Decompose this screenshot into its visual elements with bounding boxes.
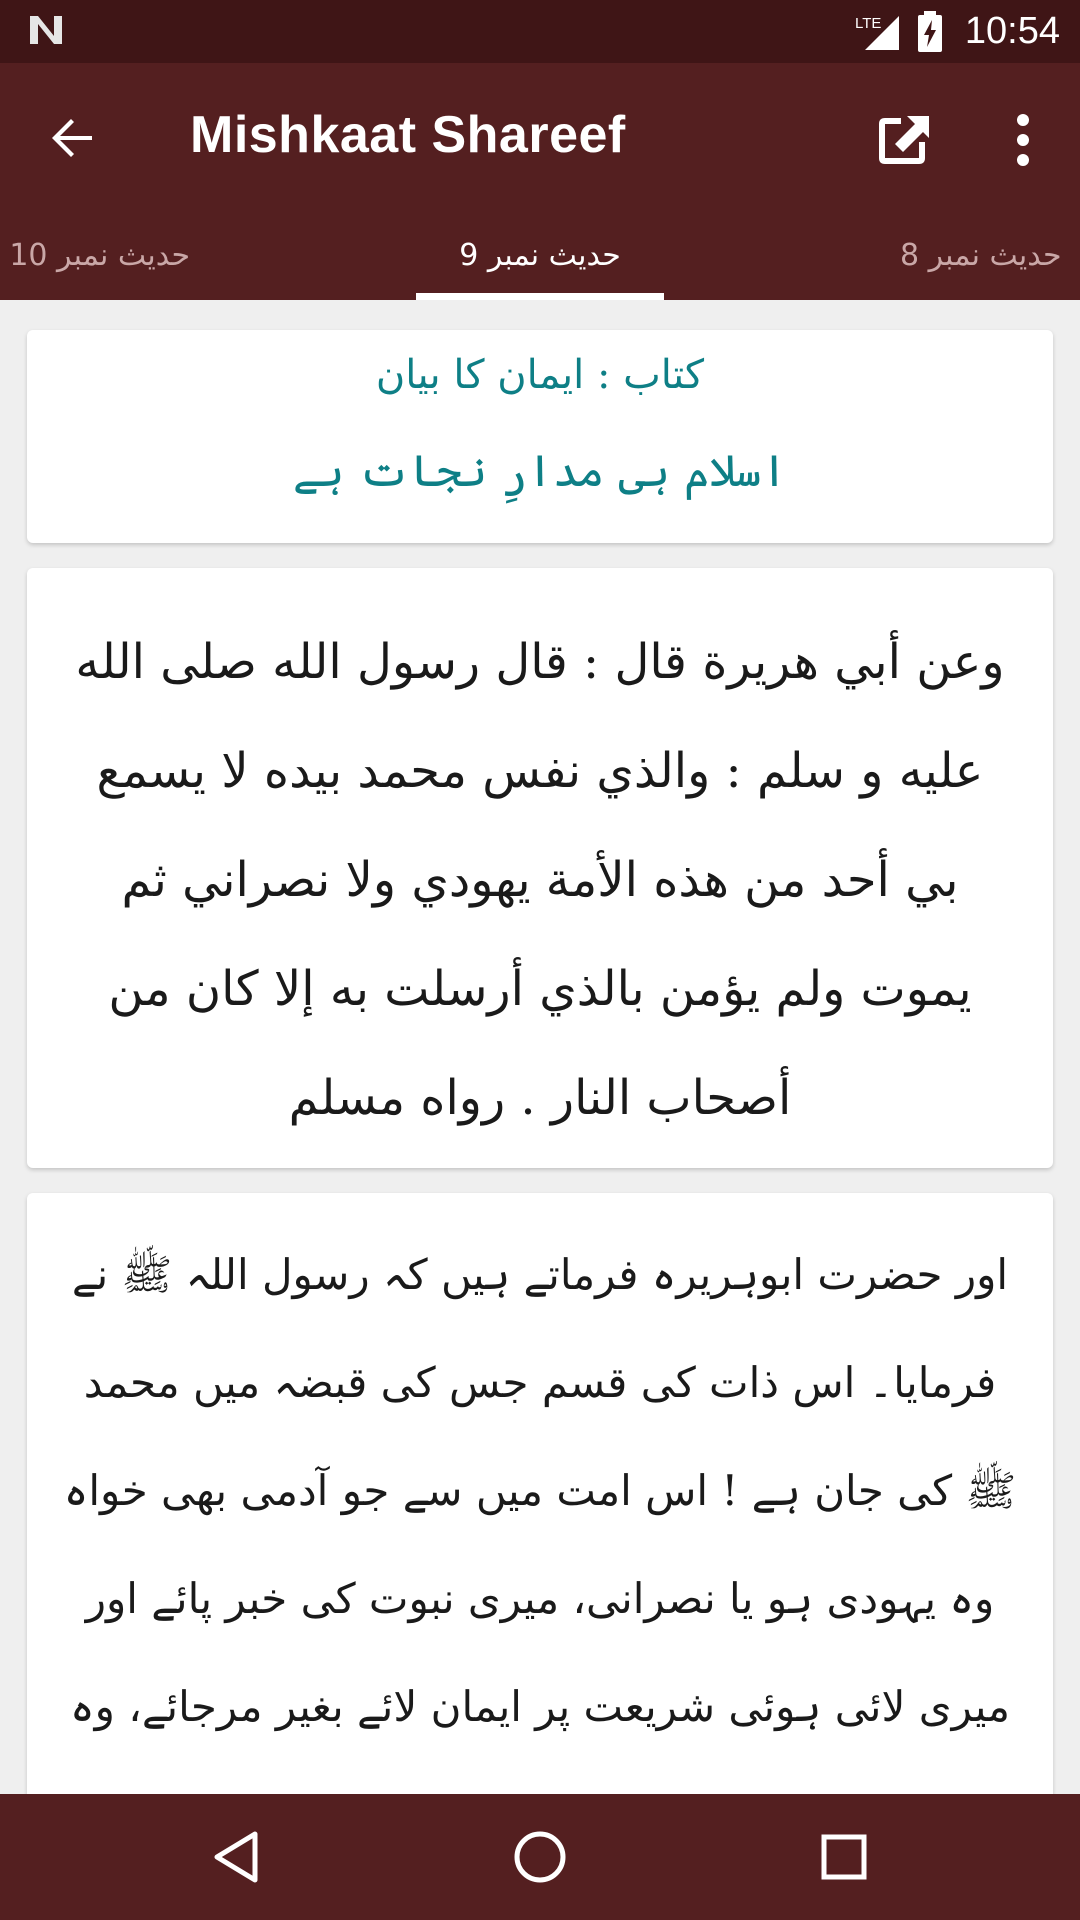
hadith-tabs — [0, 210, 1080, 300]
chapter-book-label: کتاب : ایمان کا بیان — [375, 352, 705, 398]
page-title: Mishkaat Shareef — [190, 106, 626, 164]
nav-home-button[interactable] — [500, 1817, 580, 1897]
tab-hadith-10[interactable]: حدیث نمبر 10 — [9, 237, 190, 273]
tab-hadith-8[interactable]: حدیث نمبر 8 — [900, 237, 1062, 273]
content-scroll[interactable] — [0, 300, 1080, 1794]
app-bar — [0, 63, 1080, 300]
nav-recent-button[interactable] — [804, 1817, 884, 1897]
status-icons — [853, 0, 1060, 63]
urdu-translation-card — [27, 1193, 1053, 1833]
square-recent-icon — [820, 1833, 868, 1881]
more-vert-icon — [1013, 110, 1033, 170]
status-bar — [0, 0, 1080, 63]
share-button[interactable] — [866, 103, 940, 177]
status-time: 10:54 — [964, 10, 1060, 52]
tab-hadith-9[interactable]: حدیث نمبر 9 — [459, 237, 621, 273]
nav-back-button[interactable] — [196, 1817, 276, 1897]
tab-indicator — [416, 293, 664, 300]
urdu-translation-text: اور حضرت ابوہریرہ فرماتے ہیں کہ رسول اللہ ﷺ نے فرمایا۔ اس ذات کی قسم جس کی قبضہ میں محمد ﷺ کی جان ہے ! اس امت میں سے جو آدمی بھی خواہ وہ یہودی ہو یا نصرانی، میری نبوت کی خبر پائے اور میری لائی ہوئی شریعت پر ایمان لائے بغیر مرجائے، وہ — [63, 1250, 1017, 1731]
toolbar — [0, 63, 1080, 210]
notification-n-icon — [26, 12, 66, 48]
circle-home-icon — [512, 1829, 568, 1885]
chapter-title: اسلام ہی مدارِ نجات ہے — [292, 446, 788, 497]
more-options-button[interactable] — [986, 103, 1060, 177]
svg-text:LTE: LTE — [854, 14, 882, 32]
arabic-hadith-text: وعن أبي هريرة قال : قال رسول الله صلى الله عليه و سلم : والذي نفس محمد بيده لا يسمع بي أحد من هذه الأمة يهودي ولا نصراني ثم يموت ولم يؤمن بالذي أرسلت به إلا كان من أصحاب النار . رواه مسلم — [75, 634, 1005, 1126]
system-nav-bar — [0, 1794, 1080, 1920]
open-external-icon — [873, 110, 933, 170]
back-button[interactable] — [36, 101, 110, 175]
battery-charging-icon — [917, 11, 943, 53]
chapter-card — [27, 330, 1053, 543]
lte-signal-icon — [853, 12, 901, 52]
triangle-back-icon — [211, 1830, 261, 1884]
arrow-left-icon — [48, 113, 98, 163]
arabic-hadith-card — [27, 568, 1053, 1168]
